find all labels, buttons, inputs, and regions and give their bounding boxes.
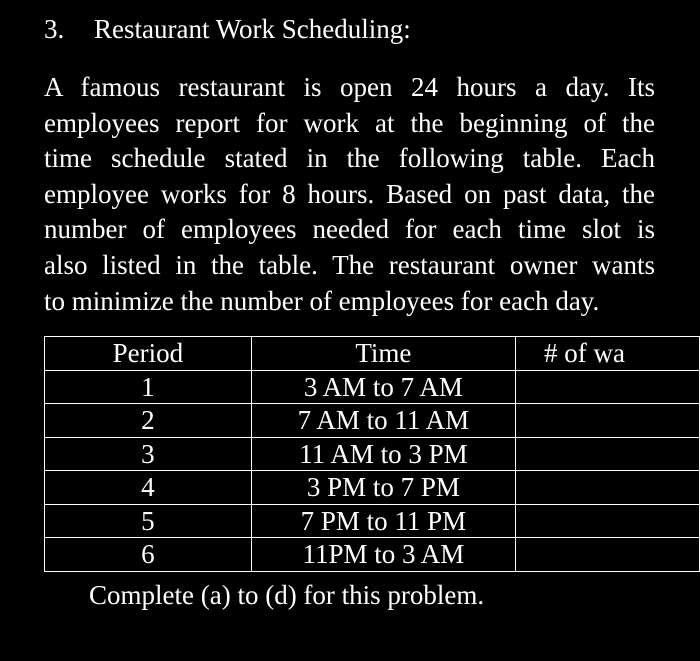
problem-title: Restaurant Work Scheduling: xyxy=(94,14,411,44)
workers-needed-cell xyxy=(515,504,699,538)
table-row xyxy=(45,504,700,538)
problem-heading xyxy=(44,14,411,44)
schedule-table xyxy=(44,336,700,572)
paragraph-line: A famous restaurant is open 24 hours a day. Its xyxy=(44,72,655,102)
time-cell: 11PM to 3 AM xyxy=(251,538,515,572)
time-column-header: Time xyxy=(251,337,515,371)
workers-needed-cell xyxy=(515,437,699,471)
paragraph-line: number of employees needed for each time slot is xyxy=(44,214,655,245)
period-column-header: Period xyxy=(45,337,252,371)
time-cell: 11 AM to 3 PM xyxy=(251,437,515,471)
period-cell: 4 xyxy=(45,471,252,505)
table-row xyxy=(45,538,700,572)
workers-needed-cell xyxy=(515,471,699,505)
paragraph-line: to minimize the number of employees for each day. xyxy=(44,285,600,316)
paragraph-line: also listed in the table. The restaurant owner wants xyxy=(44,249,655,280)
workers-needed-column-header: # of wa xyxy=(515,337,699,371)
table-row xyxy=(45,471,700,505)
period-cell: 5 xyxy=(45,504,252,538)
period-cell: 1 xyxy=(45,370,252,404)
problem-number: 3. xyxy=(44,14,65,44)
table-row xyxy=(45,370,700,404)
workers-needed-cell xyxy=(515,370,699,404)
workers-needed-cell xyxy=(515,538,699,572)
time-cell: 7 PM to 11 PM xyxy=(251,504,515,538)
time-cell: 3 PM to 7 PM xyxy=(251,471,515,505)
time-cell: 3 AM to 7 AM xyxy=(251,370,515,404)
period-cell: 3 xyxy=(45,437,252,471)
table-row xyxy=(45,404,700,438)
period-cell: 6 xyxy=(45,538,252,572)
paragraph-line: employees report for work at the beginning of the xyxy=(44,107,655,138)
time-cell: 7 AM to 11 AM xyxy=(251,404,515,438)
table-header-row xyxy=(45,337,700,371)
instructions-footer: Complete (a) to (d) for this problem. xyxy=(89,580,485,610)
paragraph-line: time schedule stated in the following table. Each xyxy=(44,143,655,174)
workers-needed-cell xyxy=(515,404,699,438)
period-cell: 2 xyxy=(45,404,252,438)
paragraph-line: employee works for 8 hours. Based on past data, the xyxy=(44,178,655,209)
problem-paragraph xyxy=(44,70,655,319)
table-row xyxy=(45,437,700,471)
